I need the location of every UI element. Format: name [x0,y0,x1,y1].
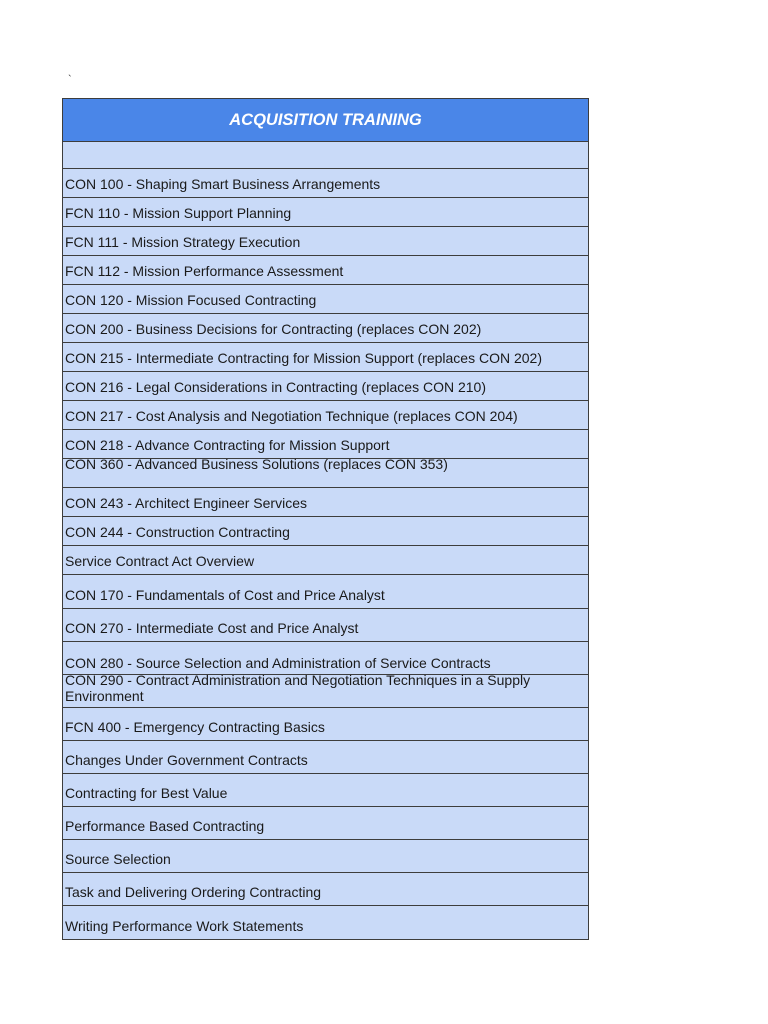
table-row[interactable] [63,741,588,774]
table-row[interactable] [63,774,588,807]
table-row[interactable] [63,906,588,939]
table-row[interactable] [63,517,588,546]
table-row[interactable] [63,169,588,198]
row-label: CON 200 - Business Decisions for Contracting (replaces CON 202) [65,321,482,337]
row-label: CON 243 - Architect Engineer Services [65,495,307,511]
table-row[interactable] [63,708,588,741]
table-row[interactable] [63,873,588,906]
table-row[interactable] [63,198,588,227]
row-label: FCN 112 - Mission Performance Assessment [65,263,344,279]
table-row[interactable] [63,609,588,642]
row-label: Writing Performance Work Statements [65,918,304,934]
row-label: FCN 400 - Emergency Contracting Basics [65,719,325,735]
row-label: Performance Based Contracting [65,818,265,834]
row-label: CON 280 - Source Selection and Administration of Service Contracts [65,655,491,671]
row-label: CON 216 - Legal Considerations in Contracting (replaces CON 210) [65,379,486,395]
table-row[interactable] [63,642,588,675]
row-label: CON 218 - Advance Contracting for Mission Support [65,437,390,453]
table-title: ACQUISITION TRAINING [63,99,588,142]
row-label: FCN 110 - Mission Support Planning [65,205,292,221]
row-label: Service Contract Act Overview [65,553,255,569]
row-label: Changes Under Government Contracts [65,752,308,768]
table-row[interactable] [63,314,588,343]
table-row[interactable] [63,227,588,256]
table-row[interactable] [63,372,588,401]
acquisition-training-table [62,98,589,940]
row-label: CON 100 - Shaping Smart Business Arrangements [65,176,381,192]
row-label: CON 360 - Advanced Business Solutions (replaces CON 353) [65,459,448,472]
row-label: Task and Delivering Ordering Contracting [65,884,322,900]
row-label: CON 290 - Contract Administration and Negotiation Techniques in a Supply Environment [65,675,531,704]
row-label: CON 217 - Cost Analysis and Negotiation Technique (replaces CON 204) [65,408,518,424]
table-row[interactable] [63,675,588,708]
row-label: CON 120 - Mission Focused Contracting [65,292,317,308]
row-label: CON 270 - Intermediate Cost and Price Analyst [65,620,359,636]
row-label: CON 215 - Intermediate Contracting for Mission Support (replaces CON 202) [65,350,542,366]
row-label: CON 244 - Construction Contracting [65,524,290,540]
row-label: Source Selection [65,851,171,867]
table-row[interactable] [63,840,588,873]
row-label: FCN 111 - Mission Strategy Execution [65,234,301,250]
row-label: Contracting for Best Value [65,785,228,801]
table-row[interactable] [63,459,588,488]
table-row[interactable] [63,488,588,517]
table-row[interactable] [63,285,588,314]
table-row[interactable] [63,343,588,372]
table-row[interactable] [63,401,588,430]
table-row[interactable] [63,575,588,609]
table-row-blank[interactable] [63,142,588,169]
row-label: CON 170 - Fundamentals of Cost and Price Analyst [65,587,385,603]
table-row[interactable] [63,430,588,459]
table-row[interactable] [63,807,588,840]
table-row[interactable] [63,546,588,575]
stray-tick-mark: ` [68,74,72,86]
table-row[interactable] [63,256,588,285]
